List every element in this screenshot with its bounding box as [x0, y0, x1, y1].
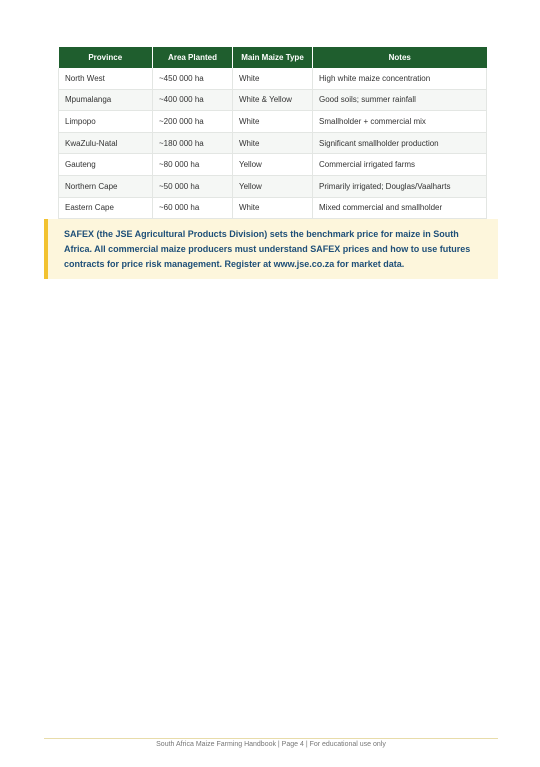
cell-type: Yellow — [233, 154, 313, 176]
table-body — [59, 68, 487, 219]
table-row — [59, 132, 487, 154]
table-row — [59, 111, 487, 133]
province-table-container — [58, 47, 486, 219]
cell-notes: Mixed commercial and smallholder — [313, 197, 487, 219]
cell-province: KwaZulu-Natal — [59, 132, 153, 154]
cell-province: Northern Cape — [59, 175, 153, 197]
page-footer: South Africa Maize Farming Handbook | Page 4 | For educational use only — [156, 741, 386, 748]
cell-type: White — [233, 197, 313, 219]
table-row — [59, 68, 487, 89]
cell-notes: High white maize concentration — [313, 68, 487, 89]
cell-notes: Significant smallholder production — [313, 132, 487, 154]
footer-divider — [44, 738, 498, 739]
table-header — [59, 47, 487, 68]
province-maize-table — [58, 47, 487, 219]
cell-area: ~80 000 ha — [153, 154, 233, 176]
table-row — [59, 197, 487, 219]
cell-province: Eastern Cape — [59, 197, 153, 219]
cell-area: ~180 000 ha — [153, 132, 233, 154]
cell-notes: Smallholder + commercial mix — [313, 111, 487, 133]
cell-notes: Good soils; summer rainfall — [313, 89, 487, 111]
cell-area: ~400 000 ha — [153, 89, 233, 111]
cell-province: Gauteng — [59, 154, 153, 176]
cell-province: Limpopo — [59, 111, 153, 133]
cell-type: Yellow — [233, 175, 313, 197]
cell-area: ~60 000 ha — [153, 197, 233, 219]
header-province: Province — [59, 47, 153, 68]
cell-type: White — [233, 111, 313, 133]
cell-type: White — [233, 68, 313, 89]
cell-area: ~450 000 ha — [153, 68, 233, 89]
table-row — [59, 175, 487, 197]
header-row — [59, 47, 487, 68]
callout-text: SAFEX (the JSE Agricultural Products Division) sets the benchmark price for maize in South Africa. All commercial maize producers must understand SAFEX prices and how to use futures contracts for price risk management. Register at www.jse.co.za for market data. — [64, 229, 471, 269]
cell-notes: Primarily irrigated; Douglas/Vaalharts — [313, 175, 487, 197]
cell-notes: Commercial irrigated farms — [313, 154, 487, 176]
table-row — [59, 154, 487, 176]
cell-province: Mpumalanga — [59, 89, 153, 111]
cell-province: North West — [59, 68, 153, 89]
cell-type: White & Yellow — [233, 89, 313, 111]
header-notes: Notes — [313, 47, 487, 68]
header-area-planted: Area Planted — [153, 47, 233, 68]
cell-area: ~200 000 ha — [153, 111, 233, 133]
cell-type: White — [233, 132, 313, 154]
table-row — [59, 89, 487, 111]
cell-area: ~50 000 ha — [153, 175, 233, 197]
header-main-maize-type: Main Maize Type — [233, 47, 313, 68]
safex-callout-box — [44, 219, 498, 279]
